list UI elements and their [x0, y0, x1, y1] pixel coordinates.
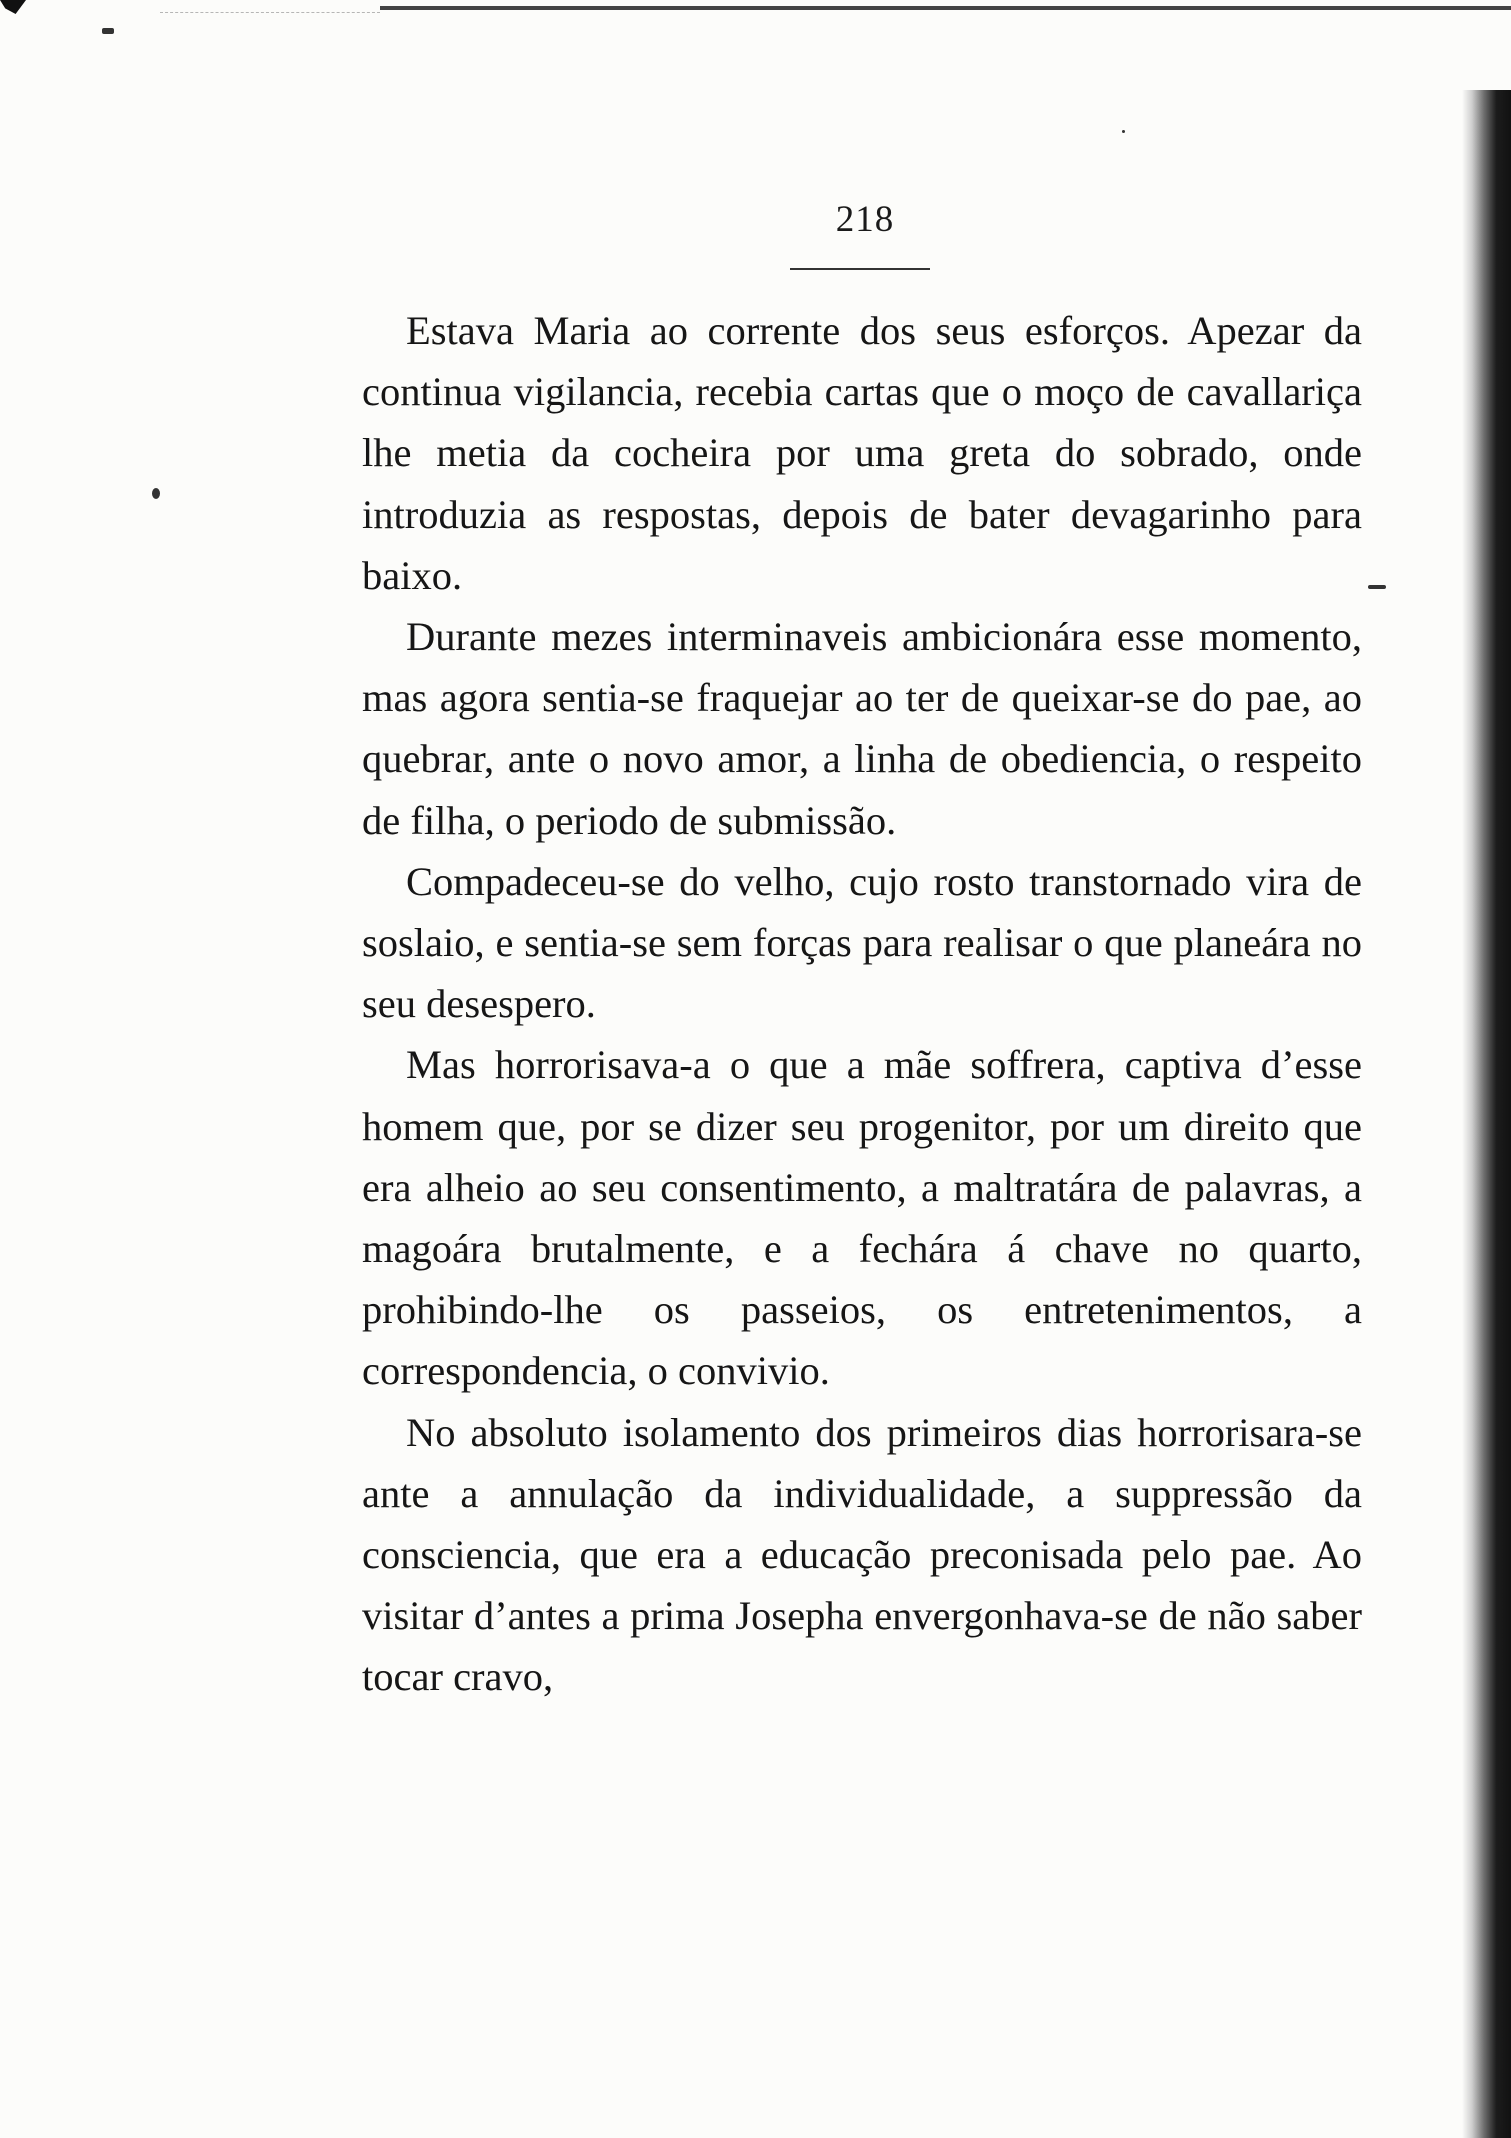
- ink-blot: [0, 0, 26, 14]
- page-binding-shadow: [1462, 90, 1511, 2138]
- ink-speck: [1122, 130, 1125, 133]
- page-number-rule: [790, 268, 930, 270]
- body-text: [362, 300, 1362, 1708]
- paragraph: No absoluto isolamento dos primeiros dias horrorisara-se ante a annulação da individualidade, a suppressão da consciencia, que era a educação preconisada pelo pae. Ao visitar d’antes a prima Josepha envergonhava-se de não saber tocar cravo,: [362, 1409, 1362, 1700]
- paragraph: Mas horrorisava-a o que a mãe soffrera, captiva d’esse homem que, por se dizer seu progenitor, por um direito que era alheio ao seu consentimento, a maltratára de palavras, a magoára brutalmente, e a fechára á chave no quarto, prohibindo-lhe os passeios, os entretenimentos, a correspondencia, o convivio.: [362, 1042, 1362, 1394]
- top-edge-mark: [160, 12, 380, 14]
- ink-speck: [152, 488, 160, 499]
- ink-speck: [102, 28, 114, 34]
- paragraph: Durante mezes interminaveis ambicionára esse momento, mas agora sentia-se fraquejar ao ter de queixar-se do pae, ao quebrar, ante o novo amor, a linha de obediencia, o respeito de filha, o periodo de submissão.: [362, 614, 1362, 843]
- top-edge-rule: [380, 6, 1511, 10]
- page-number: 218: [835, 199, 895, 240]
- ink-speck: [1368, 585, 1386, 589]
- paragraph: Compadeceu-se do velho, cujo rosto transtornado vira de soslaio, e sentia-se sem forças para realisar o que planeára no seu desespero.: [362, 858, 1362, 1027]
- paragraph: Estava Maria ao corrente dos seus esforços. Apezar da continua vigilancia, recebia cartas que o moço de cavallariça lhe metia da cocheira por uma greta do sobrado, onde introduzia as respostas, depois de bater devagarinho para baixo.: [362, 308, 1362, 598]
